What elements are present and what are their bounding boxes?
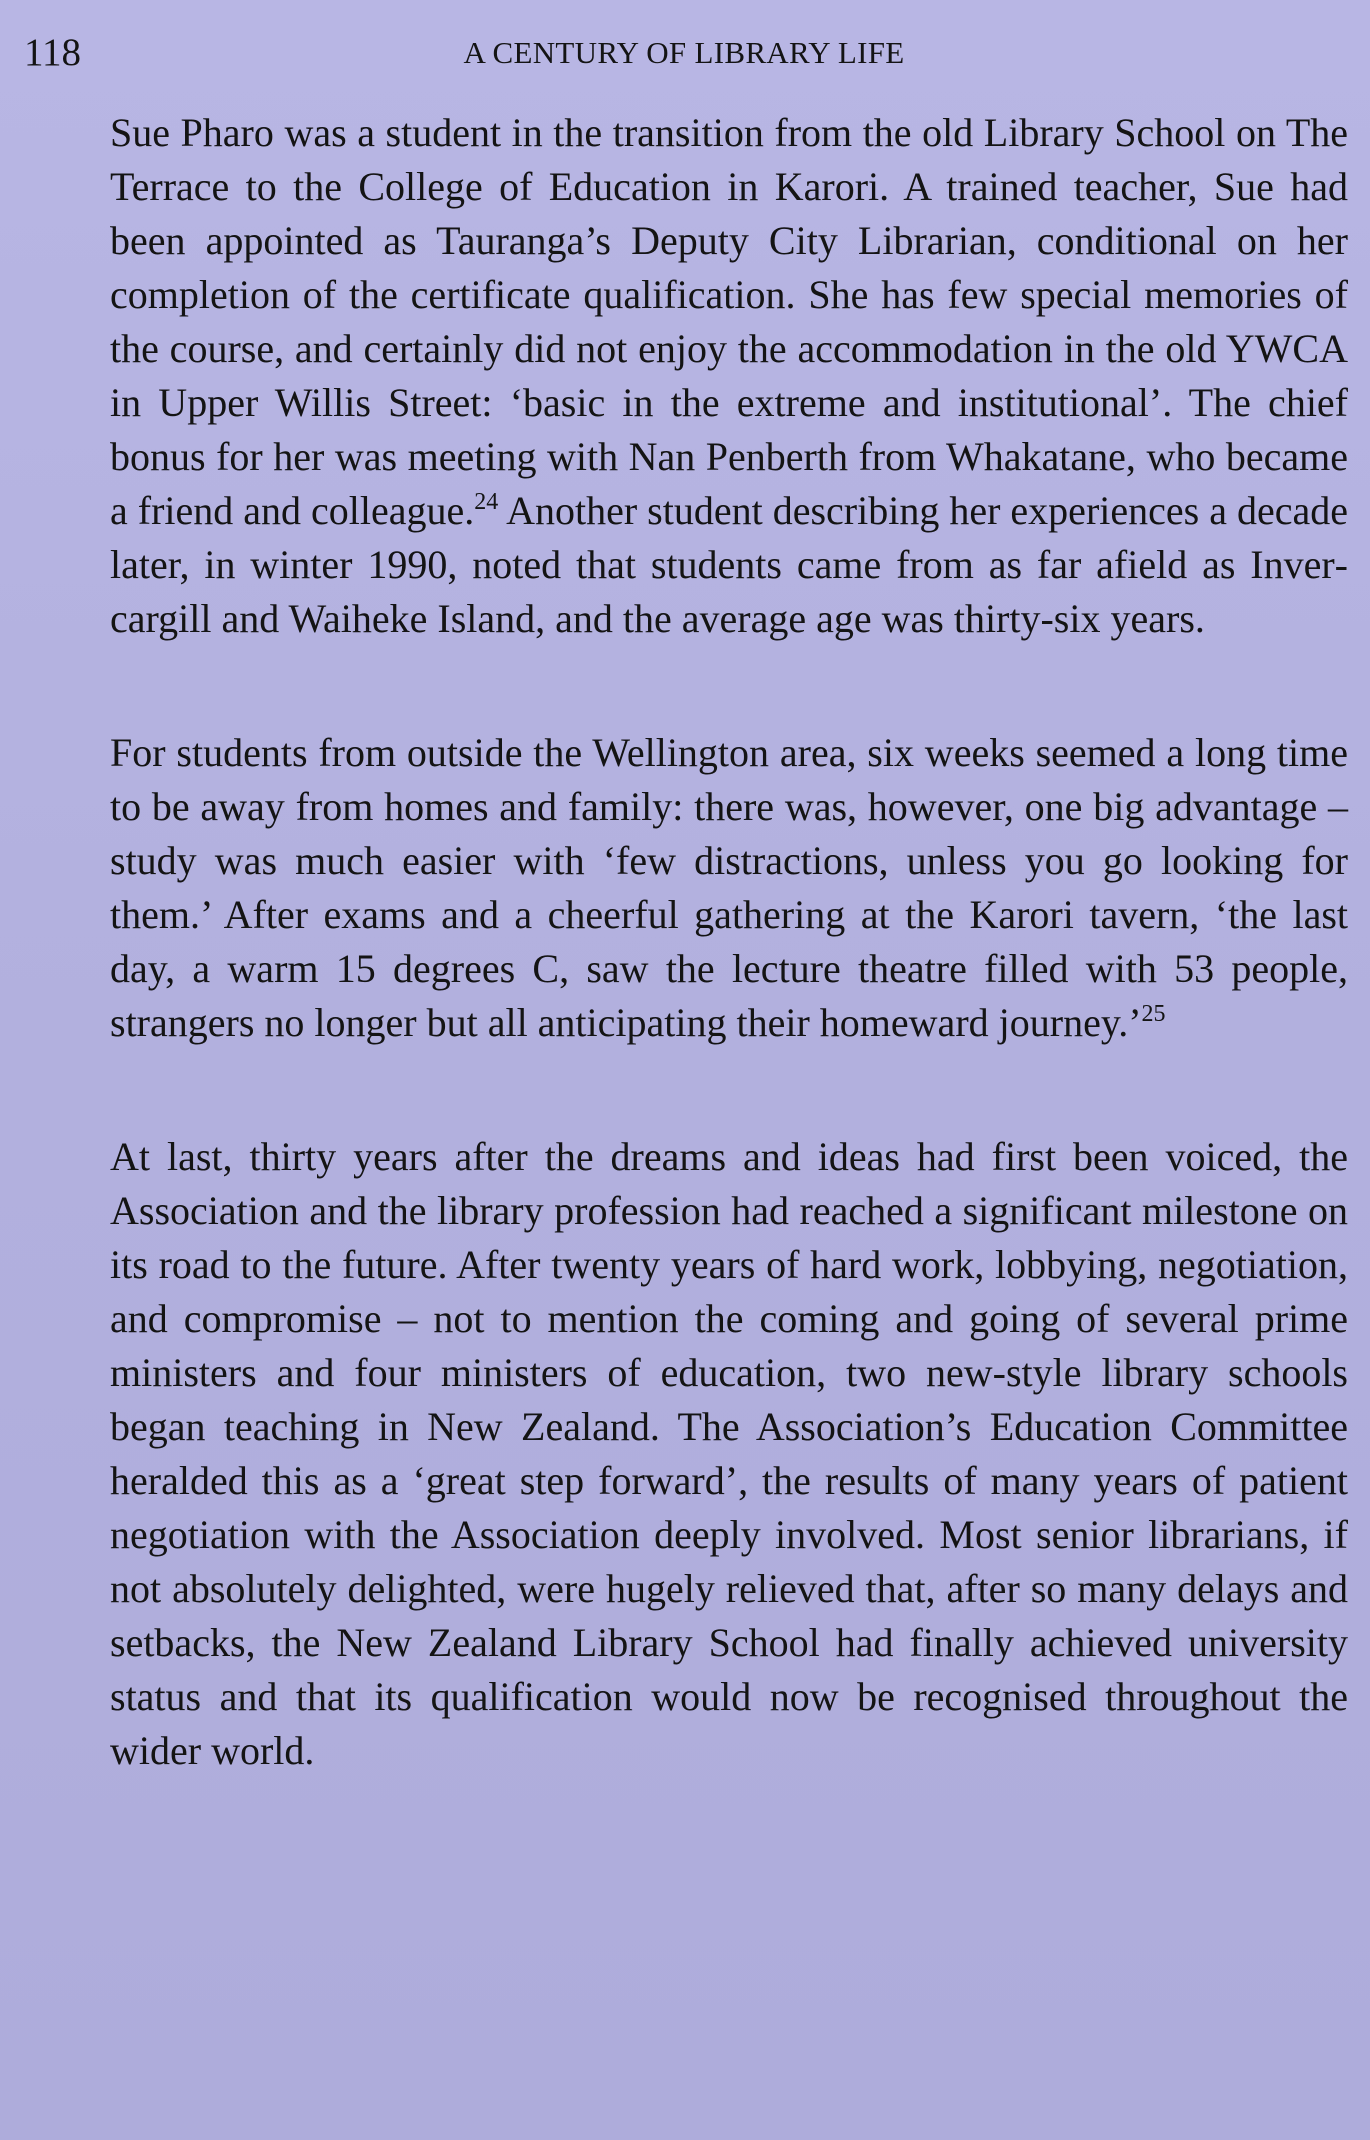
paragraph-text: Sue Pharo was a student in the transition from the old Library School on The Terrace to the College of Education in Karori. A trained teacher, Sue had been appointed as Tauranga’s Deputy City Librarian, conditional on her completion of the certificate qualification. She has few special memories of the course, and certainly did not enjoy the accommodation in the old YWCA in Upper Willis Street: ‘basic in the extreme and institutional’. The chief bonus for her was meeting with Nan Penberth from Whakatane, who became a friend and colleague. [110, 110, 1348, 533]
footnote-ref-24[interactable]: 24 [474, 489, 499, 515]
paragraph-text: At last, thirty years after the dreams and ideas had first been voiced, the Association and the library profession had reached a significant milestone on its road to the future. After twenty years of hard work, lobbying, negotiation, and compromise – not to mention the coming and going of several prime ministers and four ministers of education, two new-style library schools began teaching in New Zealand. The Association’s Education Committee heralded this as a ‘great step forward’, the results of many years of patient negotiation with the Association deeply involved. Most senior librarians, if not absolutely delighted, were hugely relieved that, after so many delays and setbacks, the New Zealand Library School had finally achieved university status and that its qualification would now be recognised throughout the wider world. [110, 1134, 1348, 1773]
body-text [110, 106, 1348, 1778]
page-header [24, 28, 1344, 78]
page-number: 118 [24, 31, 82, 74]
running-head: A CENTURY OF LIBRARY LIFE [463, 35, 905, 70]
paragraph-text: Another student describing her experiences a decade later, in winter 1990, noted that students came from as far afield as Invercargill and Waiheke Island, and the average age was thirty-six years. [110, 488, 1348, 641]
paragraph-1 [110, 106, 1348, 646]
footnote-ref-25[interactable]: 25 [1141, 1001, 1166, 1027]
paragraph-text: For students from outside the Wellington area, six weeks seemed a long time to be away from homes and family: there was, however, one big advantage – study was much easier with ‘few distractions, unless you go looking for them.’ After exams and a cheerful gathering at the Karori tavern, ‘the last day, a warm 15 degrees C, saw the lecture theatre filled with 53 people, strangers no longer but all anticipating their homeward journey.’ [110, 730, 1348, 1045]
paragraph-2 [110, 726, 1348, 1050]
paragraph-3 [110, 1130, 1348, 1778]
